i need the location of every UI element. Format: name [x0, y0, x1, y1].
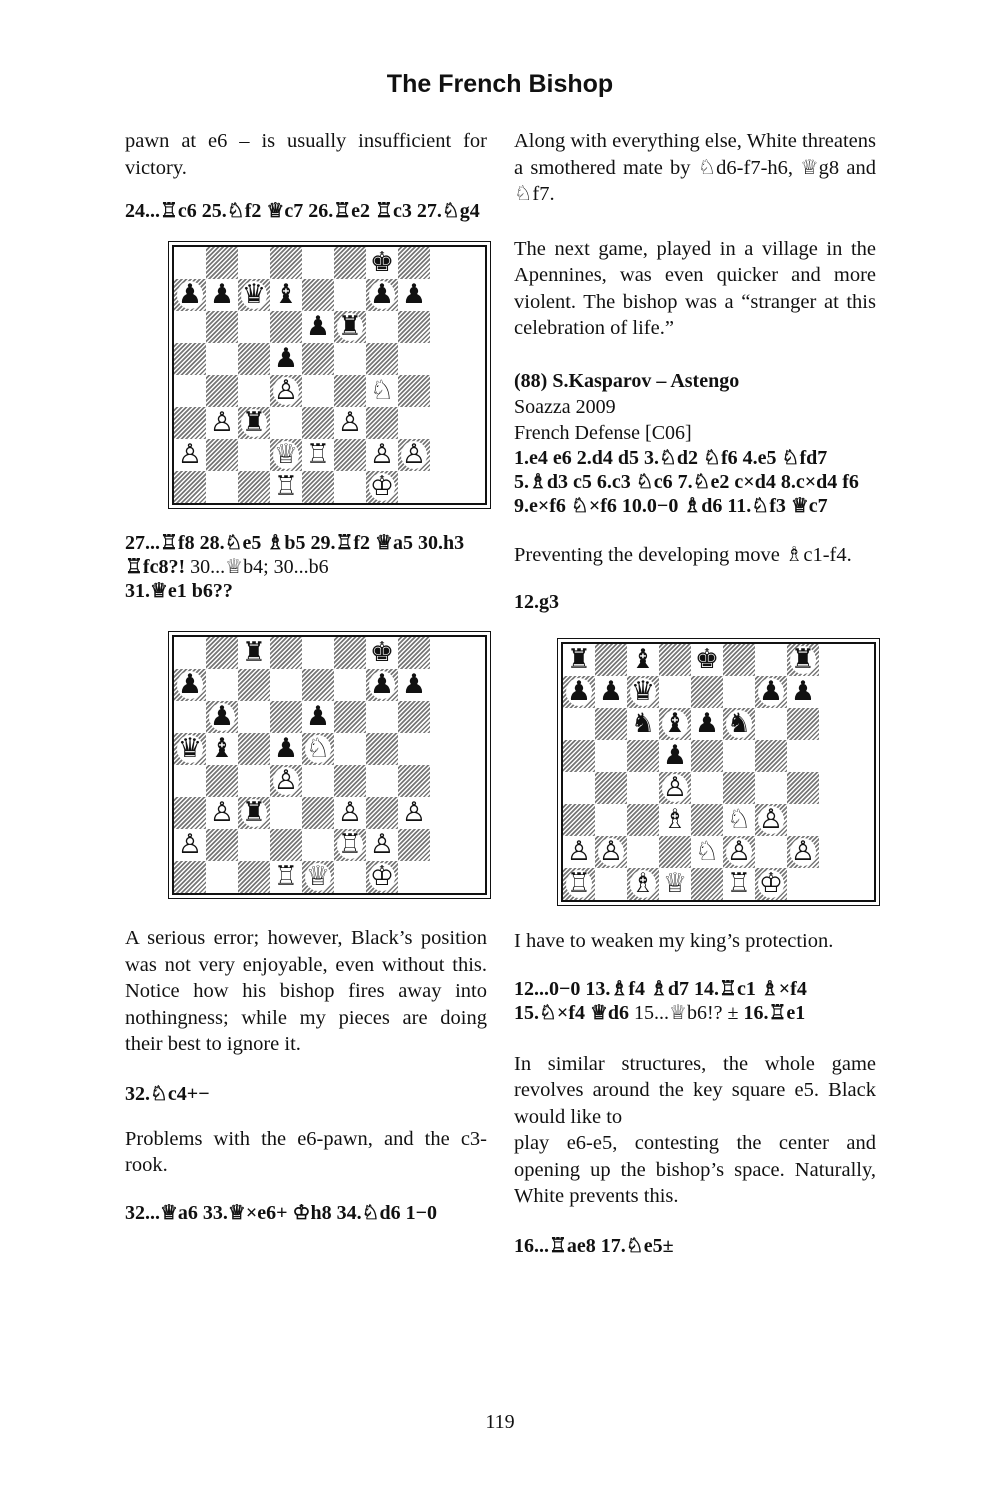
board-square — [334, 637, 366, 669]
board-square — [302, 407, 334, 439]
paragraph: I have to weaken my king’s protection. — [514, 930, 834, 952]
white-king-icon: ♔ — [758, 868, 784, 899]
board-square — [238, 701, 270, 733]
black-pawn-icon: ♟ — [758, 676, 784, 707]
board-square — [563, 804, 595, 836]
white-pawn-icon: ♙ — [337, 407, 363, 438]
white-pawn-icon: ♙ — [401, 439, 427, 470]
white-king-icon: ♔ — [369, 861, 395, 892]
board-square — [174, 861, 206, 893]
board-square — [755, 676, 787, 708]
board-square — [595, 676, 627, 708]
board-square — [787, 708, 819, 740]
board-square — [238, 471, 270, 503]
move-variation: 30...♕b4; 30...b6 — [185, 556, 329, 578]
board-square — [206, 343, 238, 375]
board-square — [787, 804, 819, 836]
left-column — [125, 128, 487, 1225]
white-pawn-icon: ♙ — [662, 772, 688, 803]
board-square — [302, 669, 334, 701]
board-square — [595, 804, 627, 836]
board-square — [206, 861, 238, 893]
board-square — [595, 772, 627, 804]
white-pawn-icon: ♙ — [726, 836, 752, 867]
white-knight-icon: ♘ — [726, 804, 752, 835]
board-square — [174, 471, 206, 503]
board-square — [238, 829, 270, 861]
board-square — [787, 836, 819, 868]
board-square — [723, 708, 755, 740]
board-square — [595, 836, 627, 868]
white-pawn-icon: ♙ — [401, 797, 427, 828]
board-square — [238, 311, 270, 343]
board-square — [270, 471, 302, 503]
chess-diagram — [172, 635, 487, 895]
black-pawn-icon: ♟ — [694, 708, 720, 739]
board-square — [659, 708, 691, 740]
board-square — [270, 861, 302, 893]
board-square — [691, 740, 723, 772]
board-square — [723, 644, 755, 676]
white-knight-icon: ♘ — [369, 375, 395, 406]
black-pawn-icon: ♟ — [305, 311, 331, 342]
board-square — [270, 247, 302, 279]
black-rook-icon: ♜ — [241, 637, 267, 668]
black-pawn-icon: ♟ — [369, 279, 395, 310]
board-square — [238, 861, 270, 893]
black-knight-icon: ♞ — [726, 708, 752, 739]
board-square — [691, 708, 723, 740]
black-queen-icon: ♛ — [177, 733, 203, 764]
board-square — [366, 733, 398, 765]
white-rook-icon: ♖ — [726, 868, 752, 899]
black-bishop-icon: ♝ — [630, 644, 656, 675]
black-queen-icon: ♛ — [630, 676, 656, 707]
board-square — [563, 836, 595, 868]
board-square — [206, 471, 238, 503]
board-square — [302, 471, 334, 503]
white-pawn-icon: ♙ — [790, 836, 816, 867]
board-square — [398, 637, 430, 669]
board-square — [563, 868, 595, 900]
board-square — [270, 637, 302, 669]
white-bishop-icon: ♗ — [662, 804, 688, 835]
board-square — [755, 836, 787, 868]
board-square — [270, 343, 302, 375]
board-square — [627, 772, 659, 804]
board-square — [334, 439, 366, 471]
board-square — [398, 669, 430, 701]
board-square — [270, 279, 302, 311]
board-square — [174, 279, 206, 311]
board-square — [174, 375, 206, 407]
board-square — [206, 375, 238, 407]
board-square — [334, 375, 366, 407]
board-square — [270, 829, 302, 861]
chess-diagram — [561, 642, 876, 902]
paragraph: The next game, played in a village in the Apennines, was even quicker and more violent. The bishop was a “stranger at this celebration of life.” — [514, 237, 876, 339]
board-square — [787, 868, 819, 900]
paragraph: A serious error; however, Black’s position was not very enjoyable, even without this. Notice how his bishop fires away into nothingness; while my pieces are doing their best to ignore it. — [125, 927, 487, 1055]
board-square — [174, 797, 206, 829]
black-pawn-icon: ♟ — [177, 279, 203, 310]
board-square — [334, 311, 366, 343]
board-square — [787, 676, 819, 708]
board-square — [398, 829, 430, 861]
board-square — [398, 343, 430, 375]
board-square — [302, 311, 334, 343]
move-main: 16.♖e1 — [743, 1001, 806, 1024]
black-king-icon: ♚ — [694, 644, 720, 675]
board-square — [206, 637, 238, 669]
board-square — [366, 279, 398, 311]
board-square — [691, 836, 723, 868]
white-rook-icon: ♖ — [305, 439, 331, 470]
board-square — [206, 439, 238, 471]
black-pawn-icon: ♟ — [209, 701, 235, 732]
board-square — [595, 644, 627, 676]
board-square — [787, 772, 819, 804]
board-square — [366, 829, 398, 861]
board-square — [238, 669, 270, 701]
game-opening: French Defense [C06] — [514, 421, 692, 444]
move-main: 27...♖f8 28.♘e5 ♗b5 29.♖f2 ♕a5 30.h3 ♖fc8?! — [125, 532, 465, 578]
board-square — [174, 701, 206, 733]
move-text: 16...♖ae8 17.♘e5± — [514, 1234, 674, 1257]
board-square — [398, 861, 430, 893]
white-pawn-icon: ♙ — [273, 375, 299, 406]
black-pawn-icon: ♟ — [566, 676, 592, 707]
game-players: (88) S.Kasparov – Astengo — [514, 369, 740, 392]
board-square — [174, 311, 206, 343]
board-square — [334, 829, 366, 861]
board-square — [174, 247, 206, 279]
move-text: 32...♕a6 33.♕×e6+ ♔h8 34.♘d6 1−0 — [125, 1201, 438, 1224]
page-title: The French Bishop — [386, 70, 614, 98]
board-square — [174, 765, 206, 797]
move-text — [514, 977, 876, 1025]
board-square — [238, 343, 270, 375]
board-square — [563, 676, 595, 708]
white-pawn-icon: ♙ — [177, 439, 203, 470]
move-text — [125, 531, 487, 603]
board-square — [238, 733, 270, 765]
board-square — [334, 797, 366, 829]
black-king-icon: ♚ — [369, 637, 395, 668]
board-square — [723, 676, 755, 708]
board-square — [659, 740, 691, 772]
board-square — [334, 733, 366, 765]
board-square — [270, 701, 302, 733]
board-square — [270, 407, 302, 439]
board-square — [755, 868, 787, 900]
board-square — [366, 701, 398, 733]
board-square — [595, 868, 627, 900]
white-queen-icon: ♕ — [662, 868, 688, 899]
board-square — [270, 733, 302, 765]
board-square — [627, 708, 659, 740]
board-square — [334, 701, 366, 733]
game-event: Soazza 2009 — [514, 395, 616, 418]
board-square — [366, 343, 398, 375]
board-square — [206, 407, 238, 439]
board-square — [334, 861, 366, 893]
paragraph-line: In similar structures, the whole game revolves around the key square e5. Black would like to — [514, 1052, 876, 1128]
board-square — [302, 733, 334, 765]
board-square — [174, 669, 206, 701]
black-knight-icon: ♞ — [630, 708, 656, 739]
black-pawn-icon: ♟ — [401, 279, 427, 310]
board-square — [238, 279, 270, 311]
board-square — [627, 868, 659, 900]
board-square — [755, 644, 787, 676]
white-rook-icon: ♖ — [337, 829, 363, 860]
board-square — [174, 733, 206, 765]
board-square — [691, 868, 723, 900]
board-square — [174, 637, 206, 669]
white-bishop-icon: ♗ — [630, 868, 656, 899]
board-square — [302, 247, 334, 279]
black-pawn-icon: ♟ — [598, 676, 624, 707]
board-square — [302, 797, 334, 829]
board-square — [627, 836, 659, 868]
board-square — [206, 311, 238, 343]
board-square — [398, 701, 430, 733]
board-square — [174, 343, 206, 375]
board-square — [398, 279, 430, 311]
move-text: 32.♘c4+− — [125, 1082, 210, 1105]
black-pawn-icon: ♟ — [209, 279, 235, 310]
board-square — [238, 375, 270, 407]
board-square — [627, 644, 659, 676]
board-square — [691, 804, 723, 836]
move-variation: 15...♕b6!? ± — [629, 1001, 744, 1024]
white-queen-icon: ♕ — [305, 861, 331, 892]
board-square — [238, 247, 270, 279]
white-rook-icon: ♖ — [273, 471, 299, 502]
board-square — [206, 829, 238, 861]
board-square — [174, 439, 206, 471]
board-square — [334, 343, 366, 375]
board-square — [366, 765, 398, 797]
page-number: 119 — [485, 1411, 515, 1433]
board-square — [302, 765, 334, 797]
paragraph: Along with everything else, White threatens a smothered mate by ♘d6-f7-h6, ♕g8 and ♘f7. — [514, 130, 876, 205]
board-square — [302, 375, 334, 407]
black-pawn-icon: ♟ — [177, 669, 203, 700]
board-square — [787, 644, 819, 676]
white-pawn-icon: ♙ — [566, 836, 592, 867]
board-square — [334, 279, 366, 311]
paragraph: Problems with the e6-pawn, and the c3-rook. — [125, 1127, 487, 1176]
board-square — [723, 804, 755, 836]
board-square — [302, 861, 334, 893]
board-square — [238, 637, 270, 669]
white-pawn-icon: ♙ — [273, 765, 299, 796]
board-square — [563, 740, 595, 772]
board-square — [366, 311, 398, 343]
black-rook-icon: ♜ — [241, 407, 267, 438]
board-square — [723, 868, 755, 900]
game-header — [514, 368, 876, 446]
white-queen-icon: ♕ — [273, 439, 299, 470]
board-square — [723, 836, 755, 868]
board-square — [270, 765, 302, 797]
board-square — [334, 765, 366, 797]
board-square — [595, 708, 627, 740]
white-pawn-icon: ♙ — [337, 797, 363, 828]
board-square — [787, 740, 819, 772]
board-square — [270, 439, 302, 471]
white-pawn-icon: ♙ — [369, 439, 395, 470]
paragraph: Preventing the developing move ♗c1-f4. — [514, 543, 852, 566]
white-pawn-icon: ♙ — [209, 407, 235, 438]
board-square — [174, 407, 206, 439]
paragraph: pawn at e6 – is usually insufficient for victory. — [125, 130, 487, 179]
board-square — [563, 644, 595, 676]
black-pawn-icon: ♟ — [662, 740, 688, 771]
board-square — [755, 804, 787, 836]
board-square — [206, 247, 238, 279]
black-queen-icon: ♛ — [241, 279, 267, 310]
board-square — [366, 797, 398, 829]
board-square — [334, 407, 366, 439]
white-pawn-icon: ♙ — [758, 804, 784, 835]
board-square — [691, 772, 723, 804]
board-square — [398, 247, 430, 279]
board-square — [174, 829, 206, 861]
board-square — [627, 740, 659, 772]
board-square — [302, 279, 334, 311]
board-square — [238, 797, 270, 829]
board-square — [302, 637, 334, 669]
board-square — [238, 765, 270, 797]
board-square — [206, 733, 238, 765]
board-square — [238, 439, 270, 471]
board-square — [366, 471, 398, 503]
board-square — [659, 804, 691, 836]
board-square — [334, 247, 366, 279]
board-square — [302, 829, 334, 861]
board-square — [755, 708, 787, 740]
chess-diagram — [172, 245, 487, 505]
board-square — [398, 407, 430, 439]
board-square — [659, 644, 691, 676]
board-square — [270, 669, 302, 701]
black-pawn-icon: ♟ — [305, 701, 331, 732]
board-square — [270, 375, 302, 407]
white-king-icon: ♔ — [369, 471, 395, 502]
black-pawn-icon: ♟ — [273, 343, 299, 374]
move-text: 12.g3 — [514, 591, 559, 613]
board-square — [398, 375, 430, 407]
board-square — [270, 797, 302, 829]
black-rook-icon: ♜ — [337, 311, 363, 342]
board-square — [627, 804, 659, 836]
board-square — [398, 797, 430, 829]
black-bishop-icon: ♝ — [662, 708, 688, 739]
white-rook-icon: ♖ — [273, 861, 299, 892]
board-square — [627, 676, 659, 708]
board-square — [398, 733, 430, 765]
board-square — [595, 740, 627, 772]
board-square — [302, 701, 334, 733]
move-text: 24...♖c6 25.♘f2 ♕c7 26.♖e2 ♖c3 27.♘g4 — [125, 200, 480, 222]
white-rook-icon: ♖ — [566, 868, 592, 899]
white-knight-icon: ♘ — [694, 836, 720, 867]
board-square — [659, 868, 691, 900]
white-pawn-icon: ♙ — [177, 829, 203, 860]
board-square — [563, 708, 595, 740]
board-square — [659, 676, 691, 708]
board-square — [755, 772, 787, 804]
board-square — [238, 407, 270, 439]
black-rook-icon: ♜ — [241, 797, 267, 828]
board-square — [366, 637, 398, 669]
board-square — [563, 772, 595, 804]
white-pawn-icon: ♙ — [369, 829, 395, 860]
board-square — [691, 644, 723, 676]
board-square — [366, 861, 398, 893]
board-square — [366, 247, 398, 279]
board-square — [398, 311, 430, 343]
move-text: 1.e4 e6 2.d4 d5 3.♘d2 ♘f6 4.e5 ♘fd7 5.♗d3 c5 6.c3 ♘c6 7.♘e2 c×d4 8.c×d4 f6 9.e×f6 ♘×f6 10.0−0 ♗d6 11.♘f3 ♕c7 — [514, 446, 859, 517]
board-square — [723, 740, 755, 772]
black-bishop-icon: ♝ — [209, 733, 235, 764]
black-pawn-icon: ♟ — [790, 676, 816, 707]
board-square — [723, 772, 755, 804]
move-main: 12...0−0 13.♗f4 ♗d7 14.♖c1 ♗×f4 15.♘×f4 ♕d6 — [514, 977, 807, 1024]
board-square — [659, 772, 691, 804]
board-square — [398, 439, 430, 471]
board-square — [366, 439, 398, 471]
board-square — [206, 765, 238, 797]
board-square — [206, 701, 238, 733]
board-square — [398, 471, 430, 503]
board-square — [302, 343, 334, 375]
board-square — [206, 797, 238, 829]
board-square — [366, 669, 398, 701]
paragraph — [514, 1051, 876, 1210]
white-knight-icon: ♘ — [305, 733, 331, 764]
move-main: 31.♕e1 b6?? — [125, 580, 233, 602]
board-square — [366, 407, 398, 439]
board-square — [334, 669, 366, 701]
black-king-icon: ♚ — [369, 247, 395, 278]
board-square — [659, 836, 691, 868]
board-square — [691, 676, 723, 708]
black-pawn-icon: ♟ — [401, 669, 427, 700]
black-pawn-icon: ♟ — [273, 733, 299, 764]
board-square — [366, 375, 398, 407]
board-square — [398, 765, 430, 797]
black-rook-icon: ♜ — [566, 644, 592, 675]
black-bishop-icon: ♝ — [273, 279, 299, 310]
board-square — [755, 740, 787, 772]
board-square — [206, 279, 238, 311]
white-pawn-icon: ♙ — [598, 836, 624, 867]
paragraph-line: play e6-e5, contesting the center and opening up the bishop’s space. Naturally, White prevents this. — [514, 1132, 876, 1207]
board-square — [334, 471, 366, 503]
white-pawn-icon: ♙ — [209, 797, 235, 828]
black-pawn-icon: ♟ — [369, 669, 395, 700]
right-column — [514, 128, 876, 1258]
board-square — [206, 669, 238, 701]
board-square — [270, 311, 302, 343]
board-square — [302, 439, 334, 471]
black-rook-icon: ♜ — [790, 644, 816, 675]
